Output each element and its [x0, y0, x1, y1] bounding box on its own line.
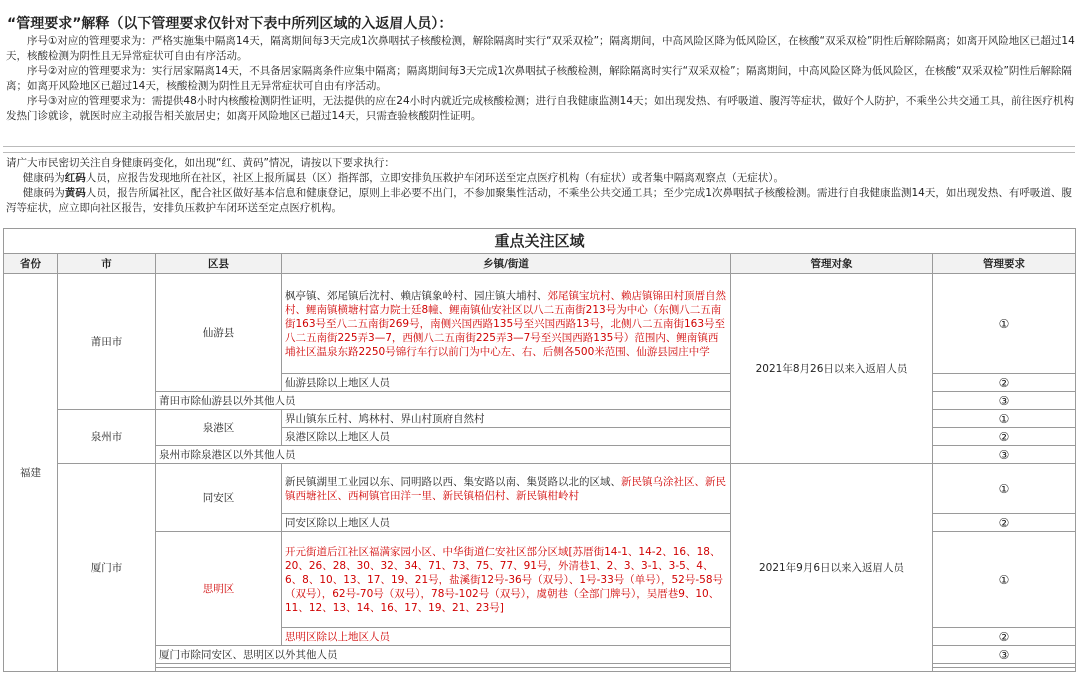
town-cell: 莆田市除仙游县以外其他人员	[156, 392, 731, 410]
header-city: 市	[58, 254, 156, 274]
header-province: 省份	[4, 254, 58, 274]
province-cell: 福建	[4, 274, 58, 672]
city-cell-putian: 莆田市	[58, 274, 156, 410]
management-explanation	[3, 14, 1075, 124]
explanation-title: “管理要求”解释（以下管理要求仅针对下表中所列区域的入返眉人员）：	[7, 16, 453, 32]
explanation-item-3: 序号③对应的管理要求为：需提供48小时内核酸检测阴性证明，无法提供的应在24小时内就近完成核酸检测；进行自我健康监测14天；如出现发热、有呼吸道、腹泻等症状，做好个人防护，不乘坐公共交通工具，前往医疗机构发热门诊就诊，就医时应主动报告相关旅居史；如离开风险地区已超过14天，只需查验核酸阴性证明。	[6, 95, 1074, 122]
requirement-cell: ①	[933, 410, 1076, 428]
header-target: 管理对象	[731, 254, 933, 274]
requirement-cell: ③	[933, 646, 1076, 664]
town-text-highlight: 新民镇乌涂社区、新民镇西塘社区、西柯镇官田洋一里、新民镇梧侣村、新民镇柑岭村	[285, 475, 726, 502]
town-cell	[282, 464, 731, 514]
town-cell	[282, 274, 731, 374]
explanation-item-2: 序号②对应的管理要求为：实行居家隔离14天，不具备居家隔离条件应集中隔离；隔离期间每3天完成1次鼻咽拭子核酸检测，解除隔离时实行“双采双检”；隔离期间，中高风险区降为低风险区，在核酸“双采双检”阴性后解除隔离；如离开风险地区已超过14天，核酸检测为阴性且无异常症状可自由有序活动。	[6, 65, 1072, 92]
requirement-cell: ③	[933, 446, 1076, 464]
district-cell-siming: 思明区	[156, 532, 282, 646]
cut-off-heading	[10, 0, 1070, 5]
empty-cell	[933, 668, 1076, 672]
town-text: 新民镇湖里工业园以东、同明路以西、集安路以南、集贤路以北的区域、	[285, 475, 621, 488]
red-code-label: 红码	[64, 172, 86, 184]
city-cell-xiamen: 厦门市	[58, 464, 156, 672]
notice-red-text: 人员，应报告发现地所在社区，社区上报所属县（区）指挥部，立即安排负压救护车闭环送至定点医疗机构（有症状）或者集中隔离观察点（无症状）。	[85, 172, 785, 184]
header-requirement: 管理要求	[933, 254, 1076, 274]
town-cell: 思明区除以上地区人员	[282, 628, 731, 646]
requirement-cell: ①	[933, 532, 1076, 628]
town-cell: 厦门市除同安区、思明区以外其他人员	[156, 646, 731, 664]
header-town: 乡镇/街道	[282, 254, 731, 274]
key-areas-table	[3, 228, 1076, 672]
requirement-cell: ②	[933, 374, 1076, 392]
table-header-row	[4, 254, 1076, 274]
explanation-item-1: 序号①对应的管理要求为：严格实施集中隔离14天，隔离期间每3天完成1次鼻咽拭子核酸检测，解除隔离时实行“双采双检”；隔离期间，中高风险区降为低风险区，在核酸“双采双检”阴性后解除隔离；如离开风险地区已超过14天，核酸检测为阴性且无异常症状可自由有序活动。	[6, 35, 1075, 62]
notice-yellow-text: 人员，报告所属社区，配合社区做好基本信息和健康登记，原则上非必要不出门，不参加聚集性活动，不乘坐公共交通工具；至少完成1次鼻咽拭子核酸检测。需进行自我健康监测14天，如出现发热、有呼吸道、腹泻等症状，应立即向社区报告，安排负压救护车闭环送至定点医疗机构。	[6, 187, 1072, 214]
notice-red-code	[3, 171, 1075, 186]
divider	[3, 146, 1075, 147]
requirement-cell: ②	[933, 514, 1076, 532]
town-cell: 泉港区除以上地区人员	[282, 428, 731, 446]
notice-yellow-prefix: 健康码为	[22, 187, 65, 199]
table-row	[4, 274, 1076, 374]
town-cell: 开元街道后江社区福满家园小区、中华街道仁安社区部分区域[苏厝街14-1、14-2、16、18、20、26、28、30、32、34、71、73、75、77、91号，外清巷1、2、3、3-1、3-5、4、6、8、10、13、17、19、21号，盐溪街12号-36号（双号）、1号-33号（单号），52号-58号（双号），62号-70号（双号），78号-102号（双号），虞朝巷（全部门牌号），吴厝巷9、10、11、12、13、14、16、17、19、21、23号]	[282, 532, 731, 628]
district-cell-xianyou: 仙游县	[156, 274, 282, 392]
town-text: 枫亭镇、郊尾镇后沈村、赖店镇象岭村、园庄镇大埔村、	[285, 289, 548, 302]
table-caption: 重点关注区域	[4, 229, 1076, 254]
table-row	[4, 464, 1076, 514]
district-cell-quangang: 泉港区	[156, 410, 282, 446]
yellow-code-label: 黄码	[64, 187, 86, 199]
notice-yellow-code	[3, 186, 1075, 216]
requirement-cell: ②	[933, 428, 1076, 446]
divider	[3, 152, 1075, 153]
town-cell: 泉州市除泉港区以外其他人员	[156, 446, 731, 464]
notice-intro: 请广大市民密切关注自身健康码变化，如出现“红、黄码”情况，请按以下要求执行：	[6, 157, 395, 169]
target-cell-putian-quanzhou: 2021年8月26日以来入返眉人员	[731, 274, 933, 464]
town-text-highlight: 郊尾镇宝坑村、赖店镇锦田村顶厝自然村、鲤南镇横塘村富力院士廷8幢、鲤南镇仙安社区以八二五南街213号为中心（东侧八二五南街163号至八二五南街269号，南侧兴国西路135号至兴国西路13号，北侧八二五南街163号至八二五南街225弄3—7，西侧八二五南街225弄3—7号至兴国西路135号）范围内、鲤南镇西埔社区温泉东路2250号锦行车行以前门为中心左、右、后侧各500米范围、仙游县园庄中学	[285, 289, 726, 358]
requirement-cell: ①	[933, 464, 1076, 514]
town-cell: 同安区除以上地区人员	[282, 514, 731, 532]
town-cell: 仙游县除以上地区人员	[282, 374, 731, 392]
requirement-cell: ③	[933, 392, 1076, 410]
town-cell: 界山镇东丘村、鸠林村、界山村顶府自然村	[282, 410, 731, 428]
empty-cell	[156, 668, 731, 672]
district-cell-tongan: 同安区	[156, 464, 282, 532]
notice-red-prefix: 健康码为	[22, 172, 65, 184]
header-district: 区县	[156, 254, 282, 274]
target-cell-xiamen: 2021年9月6日以来入返眉人员	[731, 464, 933, 672]
requirement-cell: ②	[933, 628, 1076, 646]
requirement-cell: ①	[933, 274, 1076, 374]
city-cell-quanzhou: 泉州市	[58, 410, 156, 464]
health-code-notice	[3, 156, 1075, 216]
